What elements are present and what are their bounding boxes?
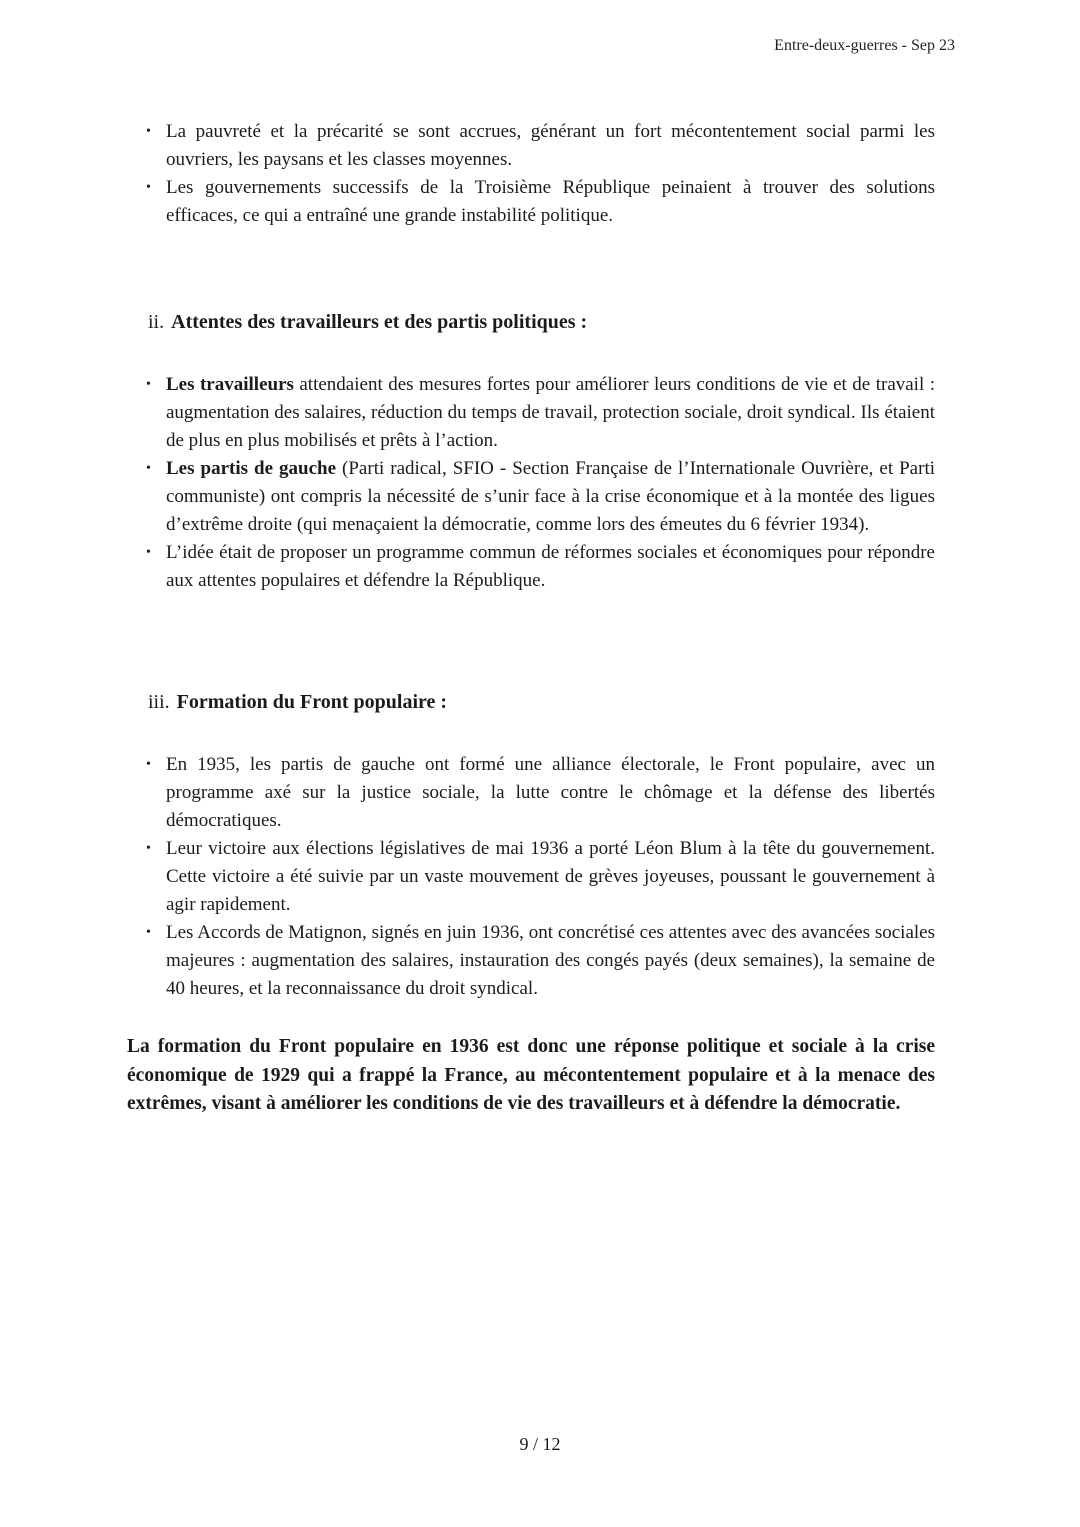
list-item xyxy=(127,371,935,455)
list-item-bold-lead: Les travailleurs xyxy=(166,374,294,395)
heading-title: Formation du Front populaire : xyxy=(176,691,448,713)
page-number: 9 / 12 xyxy=(519,1434,561,1454)
list-item-text: attendaient des mesures fortes pour améliorer leurs conditions de vie et de travail : augmentation des salaires, réduction du temps de travail, protection sociale, droit syndical. Ils étaient de plus en plus mobilisés et prêts à l’action. xyxy=(166,374,935,451)
list-item-text: Leur victoire aux élections législatives de mai 1936 a porté Léon Blum à la tête du gouvernement. Cette victoire a été suivie par un vaste mouvement de grèves joyeuses, poussant le gouvernement à agir rapidement. xyxy=(166,838,935,915)
list-item-text: Les gouvernements successifs de la Troisième République peinaient à trouver des solutions efficaces, ce qui a entraîné une grande instabilité politique. xyxy=(166,177,935,226)
list-item-text: Les Accords de Matignon, signés en juin 1936, ont concrétisé ces attentes avec des avancées sociales majeures : augmentation des salaires, instauration des congés payés (deux semaines), la semaine de 40 heures, et la reconnaissance du droit syndical. xyxy=(166,922,935,999)
bullet-icon: • xyxy=(146,841,151,856)
bullet-icon: • xyxy=(146,180,151,195)
list-item xyxy=(127,118,935,174)
bullet-icon: • xyxy=(146,461,151,476)
section-heading-attentes xyxy=(127,309,956,335)
section-heading-formation xyxy=(127,689,956,715)
list-item-text: L’idée était de proposer un programme commun de réformes sociales et économiques pour répondre aux attentes populaires et défendre la République. xyxy=(166,542,935,591)
list-item xyxy=(127,539,935,595)
list-item-text: (Parti radical, SFIO - Section Française de l’Internationale Ouvrière, et Parti communiste) ont compris la nécessité de s’unir face à la crise économique et à la montée des ligues d’extrême droite (qui menaçaient la démocratie, comme lors des émeutes du 6 février 1934). xyxy=(166,458,935,535)
bullet-icon: • xyxy=(146,757,151,772)
list-item xyxy=(127,751,935,835)
bullet-list-formation xyxy=(127,751,935,1003)
list-item-text: En 1935, les partis de gauche ont formé une alliance électorale, le Front populaire, avec un programme axé sur la justice sociale, la lutte contre le chômage et la défense des libertés démocratiques. xyxy=(166,754,935,831)
heading-numeral: ii. xyxy=(148,311,165,333)
list-item xyxy=(127,919,935,1003)
bullet-icon: • xyxy=(146,377,151,392)
list-item-bold-lead: Les partis de gauche xyxy=(166,458,337,479)
conclusion-block xyxy=(127,1033,935,1119)
header-date: Entre-deux-guerres - Sep 23 xyxy=(774,37,955,54)
bullet-list-intro xyxy=(127,118,935,230)
list-item-text: La pauvreté et la précarité se sont accrues, générant un fort mécontentement social parmi les ouvriers, les paysans et les classes moyennes. xyxy=(166,121,935,170)
bullet-icon: • xyxy=(146,545,151,560)
list-item xyxy=(127,835,935,919)
bullet-icon: • xyxy=(146,925,151,940)
bullet-list-attentes xyxy=(127,371,935,595)
conclusion-paragraph: La formation du Front populaire en 1936 est donc une réponse politique et sociale à la crise économique de 1929 qui a frappé la France, au mécontentement populaire et à la menace des extrêmes, visant à améliorer les conditions de vie des travailleurs et à défendre la démocratie. xyxy=(127,1036,935,1114)
heading-numeral: iii. xyxy=(148,691,170,713)
list-item xyxy=(127,455,935,539)
bullet-icon: • xyxy=(146,124,151,139)
list-item xyxy=(127,174,935,230)
heading-title: Attentes des travailleurs et des partis politiques : xyxy=(171,311,588,333)
